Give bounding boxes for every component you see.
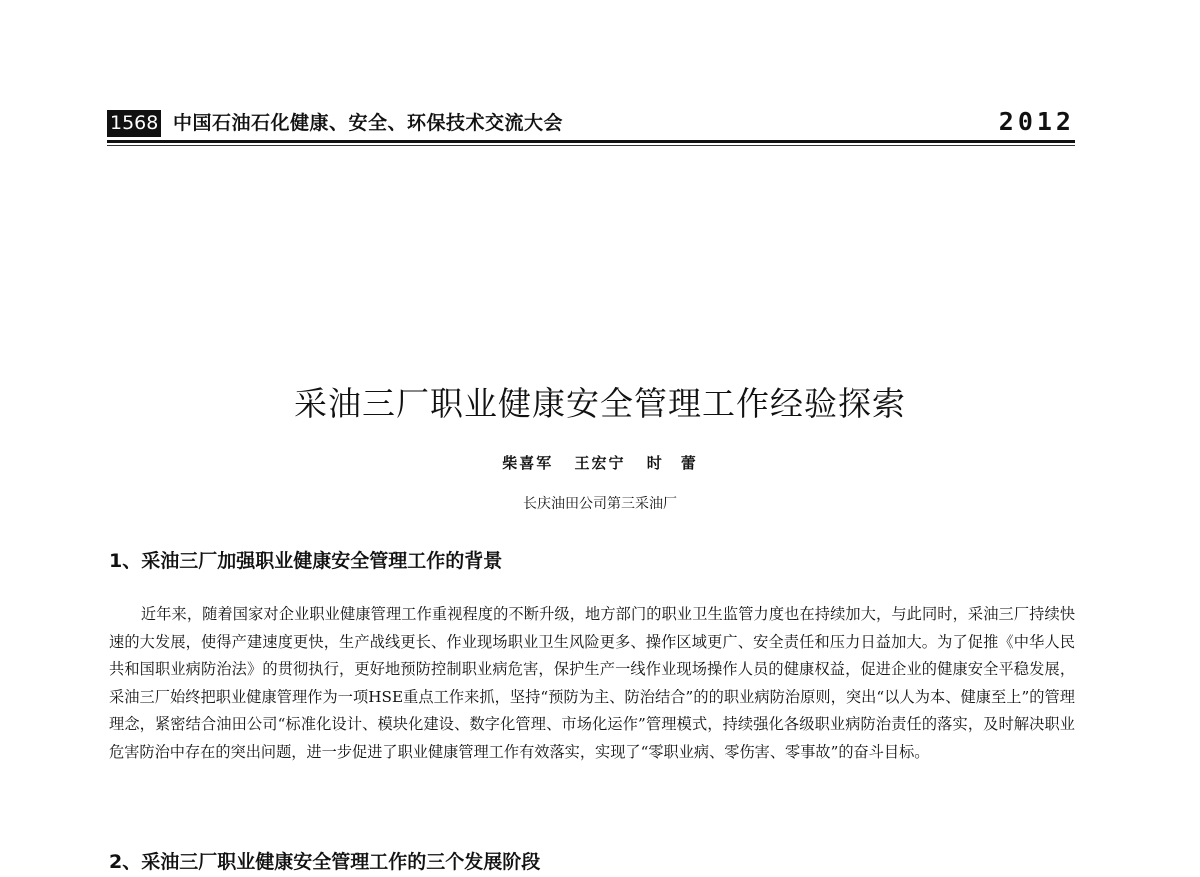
header-rule-thick bbox=[107, 140, 1075, 143]
author-name: 柴喜军 bbox=[502, 454, 554, 472]
paper-title: 采油三厂职业健康安全管理工作经验探索 bbox=[294, 384, 906, 423]
author-affiliation: 长庆油田公司第三采油厂 bbox=[523, 496, 677, 512]
author-name: 王宏宁 bbox=[574, 454, 626, 472]
page-number: 1568 bbox=[107, 110, 161, 137]
section-heading: 2、采油三厂职业健康安全管理工作的三个发展阶段 bbox=[109, 851, 541, 873]
conference-name: 中国石油石化健康、安全、环保技术交流大会 bbox=[173, 112, 564, 134]
running-header bbox=[107, 107, 1075, 140]
author-name: 时 蕾 bbox=[646, 454, 698, 472]
author-list bbox=[100, 452, 1100, 474]
conference-year: 2012 bbox=[998, 107, 1075, 136]
header-rule-thin bbox=[107, 145, 1075, 146]
body-paragraph: 近年来，随着国家对企业职业健康管理工作重视程度的不断升级，地方部门的职业卫生监管力度也在持续加大，与此同时，采油三厂持续快速的大发展，使得产建速度更快，生产战线更长、作业现场职业卫生风险更多、操作区域更广、安全责任和压力日益加大。为了促推《中华人民共和国职业病防治法》的贯彻执行，更好地预防控制职业病危害，保护生产一线作业现场操作人员的健康权益，促进企业的健康安全平稳发展，采油三厂始终把职业健康管理作为一项HSE重点工作来抓，坚持“预防为主、防治结合”的的职业病防治原则，突出“以人为本、健康至上”的管理理念，紧密结合油田公司“标准化设计、模块化建设、数字化管理、市场化运作”管理模式，持续强化各级职业病防治责任的落实，及时解决职业危害防治中存在的突出问题，进一步促进了职业健康管理工作有效落实，实现了“零职业病、零伤害、零事故”的奋斗目标。 bbox=[109, 605, 1075, 761]
section-heading: 1、采油三厂加强职业健康安全管理工作的背景 bbox=[109, 550, 503, 572]
